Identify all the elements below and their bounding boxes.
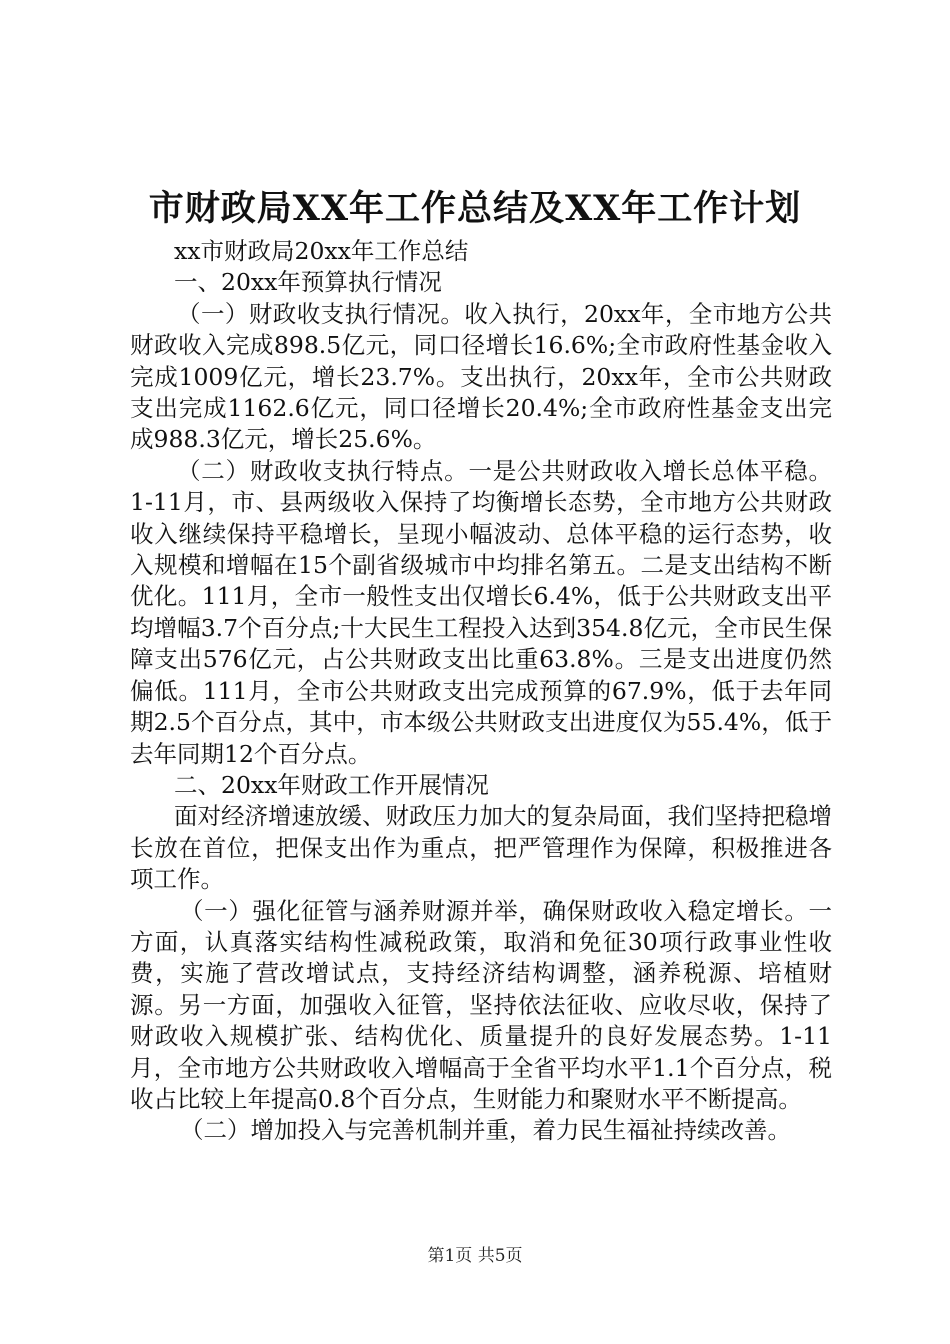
section-heading-2: 二、20xx年财政工作开展情况 <box>174 770 489 799</box>
paragraph-intro: xx市财政局20xx年工作总结 <box>174 237 469 265</box>
paragraph-revenue-collection: （一）强化征管与涵养财源并举，确保财政收入稳定增长。一方面，认真落实结构性减税政策，取消和免征30项行政事业性收费，实施了营改增试点，支持经济结构调整，涵养税源、培植财源。另一方面，加强收入征管，坚持依法征收、应收尽收，保持了财政收入规模扩张、结构优化、质量提升的良好发展态势。1-11月，全市地方公共财政收入增幅高于全省平均水平1.1个百分点，税收占比较上年提高0.8个百分点，生财能力和聚财水平不断提高。 <box>130 896 832 1113</box>
section-heading-1: 一、20xx年预算执行情况 <box>174 268 442 297</box>
document-body <box>130 236 832 1147</box>
paragraph-budget-execution: （一）财政收支执行情况。收入执行，20xx年，全市地方公共财政收入完成898.5亿元，同口径增长16.6%;全市政府性基金收入完成1009亿元，增长23.7%。支出执行，20xx年，全市公共财政支出完成1162.6亿元，同口径增长20.4%;全市政府性基金支出完成988.3亿元，增长25.6%。 <box>130 299 832 454</box>
paragraph-livelihood: （二）增加投入与完善机制并重，着力民生福祉持续改善。 <box>180 1116 791 1145</box>
paragraph-execution-features: （二）财政收支执行特点。一是公共财政收入增长总体平稳。1-11月，市、县两级收入保持了均衡增长态势，全市地方公共财政收入继续保持平稳增长，呈现小幅波动、总体平稳的运行态势，收入规模和增幅在15个副省级城市中均排名第五。二是支出结构不断优化。111月，全市一般性支出仅增长6.4%，低于公共财政支出平均增幅3.7个百分点;十大民生工程投入达到354.8亿元，全市民生保障支出576亿元，占公共财政支出比重63.8%。三是支出进度仍然偏低。111月，全市公共财政支出完成预算的67.9%，低于去年同期2.5个百分点，其中，市本级公共财政支出进度仅为55.4%，低于去年同期12个百分点。 <box>130 456 832 768</box>
page-number-footer: 第1页 共5页 <box>427 1246 523 1266</box>
document-title: 市财政局XX年工作总结及XX年工作计划 <box>148 188 802 229</box>
paragraph-work-overview: 面对经济增速放缓、财政压力加大的复杂局面，我们坚持把稳增长放在首位，把保支出作为重点，把严管理作为保障，积极推进各项工作。 <box>130 802 832 894</box>
